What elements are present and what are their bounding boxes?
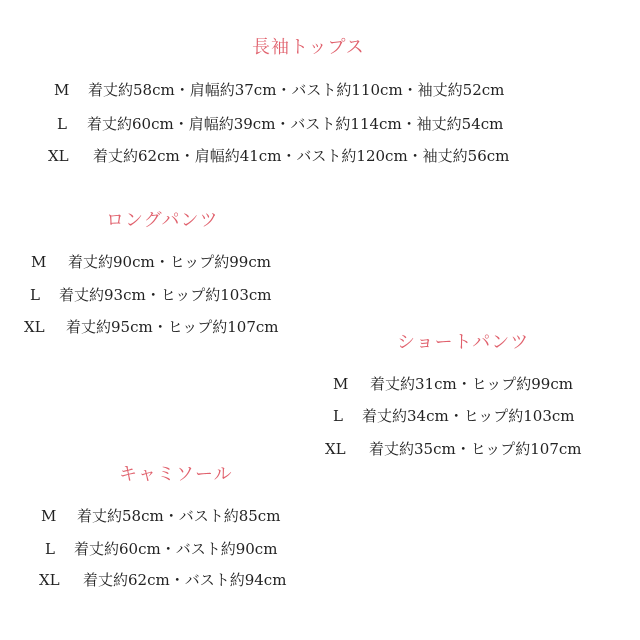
size-row-l	[45, 538, 277, 559]
size-spec: 着丈約60cm・肩幅約39cm・バスト約114cm・袖丈約54cm	[87, 115, 504, 133]
size-label: M	[333, 375, 349, 393]
size-spec: 着丈約62cm・バスト約94cm	[83, 571, 287, 589]
size-spec: 着丈約60cm・バスト約90cm	[74, 540, 278, 558]
size-row-xl	[325, 438, 582, 459]
size-row-m	[31, 251, 271, 272]
section-title: 長袖トップス	[252, 37, 365, 58]
size-label: M	[54, 81, 70, 99]
size-label: M	[41, 507, 57, 525]
size-label: L	[333, 407, 343, 425]
size-spec: 着丈約31cm・ヒップ約99cm	[370, 375, 573, 393]
size-row-m	[54, 79, 504, 100]
size-spec: 着丈約35cm・ヒップ約107cm	[369, 440, 582, 458]
size-spec: 着丈約58cm・バスト約85cm	[77, 507, 281, 525]
size-row-xl	[48, 145, 509, 166]
section-title: キャミソール	[119, 464, 233, 485]
size-row-l	[333, 405, 575, 426]
size-spec: 着丈約90cm・ヒップ約99cm	[68, 253, 271, 271]
size-label: L	[57, 115, 67, 133]
size-row-m	[41, 505, 280, 526]
size-label: XL	[24, 318, 45, 336]
size-row-l	[57, 113, 503, 134]
size-label: XL	[39, 571, 60, 589]
size-label: XL	[48, 147, 69, 165]
size-spec: 着丈約95cm・ヒップ約107cm	[66, 318, 279, 336]
size-spec: 着丈約62cm・肩幅約41cm・バスト約120cm・袖丈約56cm	[93, 147, 510, 165]
size-row-xl	[24, 316, 279, 337]
size-label: L	[45, 540, 55, 558]
size-spec: 着丈約93cm・ヒップ約103cm	[59, 286, 272, 304]
size-spec: 着丈約34cm・ヒップ約103cm	[362, 407, 575, 425]
size-row-xl	[39, 569, 286, 590]
size-label: XL	[325, 440, 346, 458]
size-label: M	[31, 253, 47, 271]
size-spec: 着丈約58cm・肩幅約37cm・バスト約110cm・袖丈約52cm	[88, 81, 505, 99]
size-row-m	[333, 373, 573, 394]
section-title: ショートパンツ	[397, 332, 530, 353]
section-title: ロングパンツ	[106, 210, 219, 231]
size-row-l	[30, 284, 272, 305]
size-label: L	[30, 286, 40, 304]
